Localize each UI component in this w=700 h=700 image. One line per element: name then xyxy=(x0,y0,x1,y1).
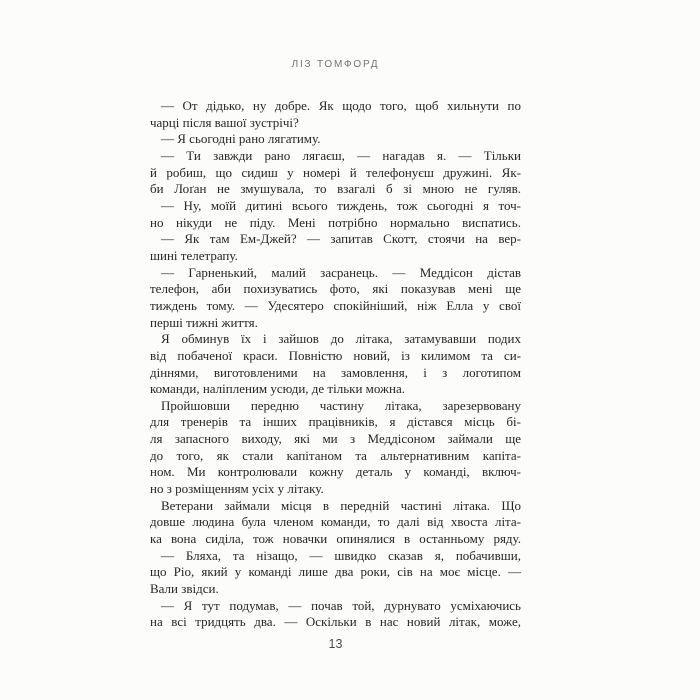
text-line: — От дідько, ну добре. Як щодо того, щоб хильнути по xyxy=(161,98,521,113)
text-line: — Як там Ем-Джей? — запитав Скотт, стоячи на вер- xyxy=(161,231,521,247)
text-line: тиждень тому. — Удесятеро спокійніший, ніж Елла у свої xyxy=(150,297,521,313)
text-line: перші тижні життя. xyxy=(150,314,258,330)
text-line: Пройшовши передню частину літака, зарезервовану xyxy=(161,397,521,413)
text-line: но з розміщенням усіх у літаку. xyxy=(150,481,324,497)
text-line: но нікуди не піду. Мені потрібно нормально виспатись. xyxy=(150,214,521,230)
text-line: — Я тут подумав, — почав той, дурнувато усміхаючись xyxy=(161,597,521,613)
text-line: до того, як стали капітаном та альтернативним капіта- xyxy=(150,447,521,463)
text-line: ля запасного виходу, які ми з Меддісоном займали ще xyxy=(150,431,521,447)
text-line: — Я сьогодні рано лягатиму. xyxy=(161,131,321,147)
text-line: — Бляха, та нізащо, — швидко сказав я, побачивши, xyxy=(161,547,521,563)
text-line: на всі тридцять два. — Оскільки в нас новий літак, може, xyxy=(150,614,521,630)
text-line: що Ріо, який у команді лише два роки, сів на моє місце. — xyxy=(150,564,521,580)
text-line: ном. Ми контролювали кожну деталь у команді, включ- xyxy=(150,464,521,480)
text-line: й робиш, що сидиш у номері й телефонуєш дружині. Як- xyxy=(150,164,521,180)
text-line: — Гарненький, малий засранець. — Меддісон дістав xyxy=(161,264,521,280)
text-line: команди, наліпленим усюди, де тільки можна. xyxy=(150,381,406,397)
text-line: чарці після вашої зустрічі? xyxy=(150,114,299,130)
text-line: діннями, виготовленими на замовлення, і з логотипом xyxy=(150,364,521,380)
text-line: шині телетрапу. xyxy=(150,247,238,263)
text-line: від побаченої краси. Повністю новий, із килимом та си- xyxy=(150,347,521,363)
text-line: Вали звідси. xyxy=(150,581,219,597)
text-line: — Ти завжди рано лягаєш, — нагадав я. — Тільки xyxy=(161,147,521,163)
text-line: довше людина була членом команди, то далі від хвоста літа- xyxy=(150,514,521,530)
page-number: 13 xyxy=(328,637,343,651)
text-line: би Лоґан не змушувала, то взагалі б зі мною не гуляв. xyxy=(150,181,521,197)
running-header: ЛІЗ ТОМФОРД xyxy=(291,59,380,70)
text-line: — Ну, моїй дитині всього тиждень, тож сьогодні я точ- xyxy=(161,197,521,213)
text-line: Ветерани займали місця в передній частині літака. Що xyxy=(161,497,521,513)
text-line: ка вона сиділа, тож новачки опинялися в останньому ряду. xyxy=(150,531,521,547)
page-text xyxy=(150,98,521,631)
text-line: телефон, аби похизуватись фото, які показував мені ще xyxy=(150,281,521,297)
text-line: для тренерів та інших працівників, я дістався місць бі- xyxy=(150,414,521,430)
text-line: Я обминув їх і зайшов до літака, затамувавши подих xyxy=(161,331,521,347)
